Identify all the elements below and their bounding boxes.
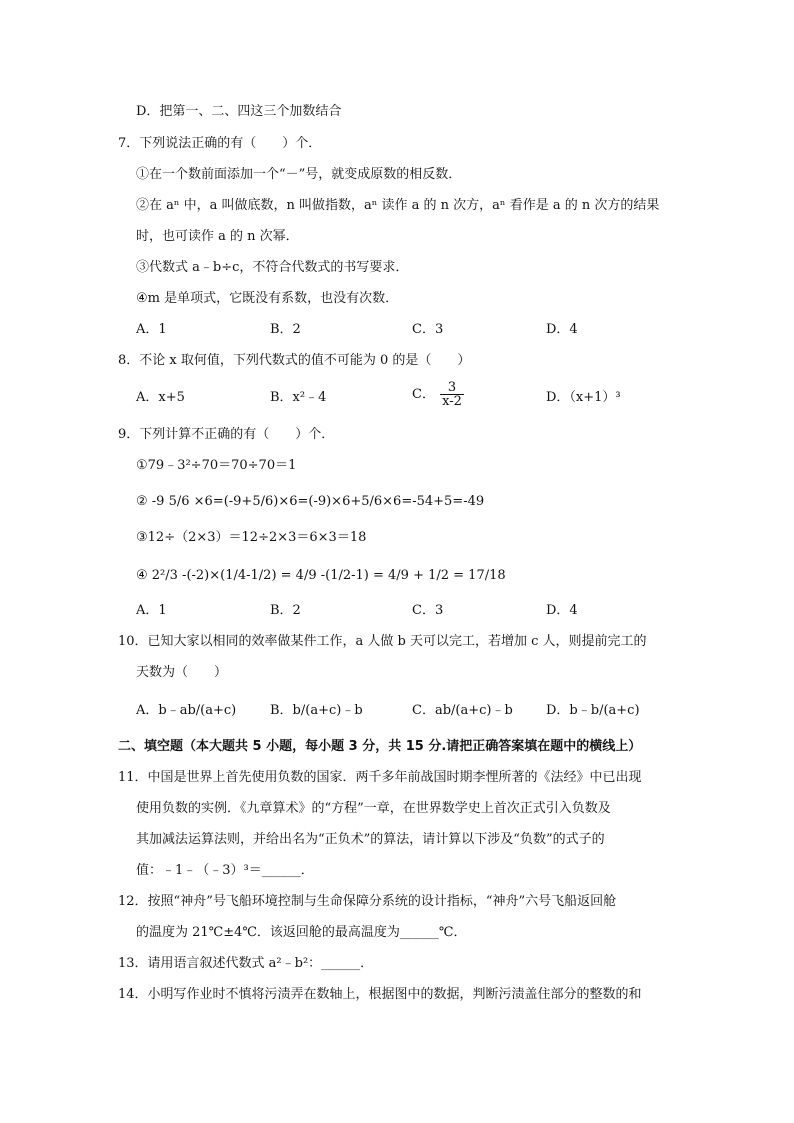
q7-statement-2b: 时，也可读作 a 的 n 次幂． xyxy=(136,229,299,244)
q7-option-a: A．1 xyxy=(136,322,167,337)
q11-line3: 其加减法运算法则，并给出名为“正负术”的算法，请计算以下涉及“负数”的式子的 xyxy=(136,832,605,847)
q9-statement-1: ①79﹣3²÷70＝70÷70＝1 xyxy=(136,458,297,473)
q10-option-c: C．ab/(a+c)﹣b xyxy=(412,703,513,718)
q7-statement-3: ③代数式 a﹣b÷c，不符合代数式的书写要求． xyxy=(136,260,409,275)
q11-line1: 11．中国是世界上首先使用负数的国家．两千多年前战国时期李悝所著的《法经》中已出现 xyxy=(118,770,642,785)
section-2-heading: 二、填空题（本大题共 5 小题，每小题 3 分，共 15 分.请把正确答案填在题中的横线上） xyxy=(118,739,642,754)
q10-option-a: A．b﹣ab/(a+c) xyxy=(136,703,237,718)
q14: 14．小明写作业时不慎将污渍弄在数轴上，根据图中的数据，判断污渍盖住部分的整数的和 xyxy=(118,987,642,1002)
q10-option-b: B．b/(a+c)﹣b xyxy=(270,703,363,718)
q10-stem-line2: 天数为（ ） xyxy=(136,665,228,680)
q8-option-b: B．x²﹣4 xyxy=(270,390,327,405)
q7-statement-2a: ②在 aⁿ 中，a 叫做底数，n 叫做指数，aⁿ 读作 a 的 n 次方，aⁿ 看作是 a 的 n 次方的结果 xyxy=(136,198,660,213)
q12-line2: 的温度为 21℃±4℃．该返回舱的最高温度为______℃． xyxy=(136,925,467,940)
q9-statement-3: ③12÷（2×3）＝12÷2×3＝6×3＝18 xyxy=(136,530,367,545)
q8-option-c: C． $\frac{3}{x-2}$ xyxy=(412,380,462,409)
q11-line4: 值：﹣1﹣（﹣3）³＝______． xyxy=(136,863,314,878)
q13: 13．请用语言叙述代数式 a²﹣b²：______． xyxy=(118,956,374,971)
q10-option-d: D．b﹣b/(a+c) xyxy=(546,703,640,718)
q9-option-b: B．2 xyxy=(270,603,301,618)
q12-line1: 12．按照“神舟”号飞船环境控制与生命保障分系统的设计指标，“神舟”六号飞船返回舱 xyxy=(118,894,617,909)
q6-option-d: D．把第一、二、四这三个加数结合 xyxy=(136,104,342,119)
q8-option-c-fraction: $\frac{3}{x-2}$ xyxy=(442,380,462,409)
q9-stem: 9．下列计算不正确的有（ ）个． xyxy=(118,427,335,442)
q7-stem: 7．下列说法正确的有（ ）个． xyxy=(118,136,322,151)
q9-statement-4: ④ 2²/3 -(-2)×(1/4-1/2) = 4/9 -(1/2-1) = 4/9 + 1/2 = 17/18 xyxy=(136,568,506,583)
q7-option-d: D．4 xyxy=(546,322,578,337)
q9-statement-2: ② -9 5/6 ×6=(-9+5/6)×6=(-9)×6+5/6×6=-54+5=-49 xyxy=(136,494,485,509)
q11-line2: 使用负数的实例．《九章算术》的“方程”一章，在世界数学史上首次正式引入负数及 xyxy=(136,801,611,816)
q7-statement-1: ①在一个数前面添加一个“－”号，就变成原数的相反数． xyxy=(136,167,462,182)
q8-option-a: A．x+5 xyxy=(136,390,185,405)
q7-option-c: C．3 xyxy=(412,322,444,337)
q8-option-d: D．（x+1）³ xyxy=(546,390,621,405)
q8-stem: 8．不论 x 取何值，下列代数式的值不可能为 0 的是（ ） xyxy=(118,353,471,368)
q9-option-d: D．4 xyxy=(546,603,578,618)
q9-option-c: C．3 xyxy=(412,603,444,618)
q10-stem-line1: 10．已知大家以相同的效率做某件工作，a 人做 b 天可以完工，若增加 c 人，则提前完工的 xyxy=(118,634,647,649)
q7-statement-4: ④m 是单项式，它既没有系数，也没有次数． xyxy=(136,291,399,306)
q7-option-b: B．2 xyxy=(270,322,301,337)
q9-option-a: A．1 xyxy=(136,603,167,618)
